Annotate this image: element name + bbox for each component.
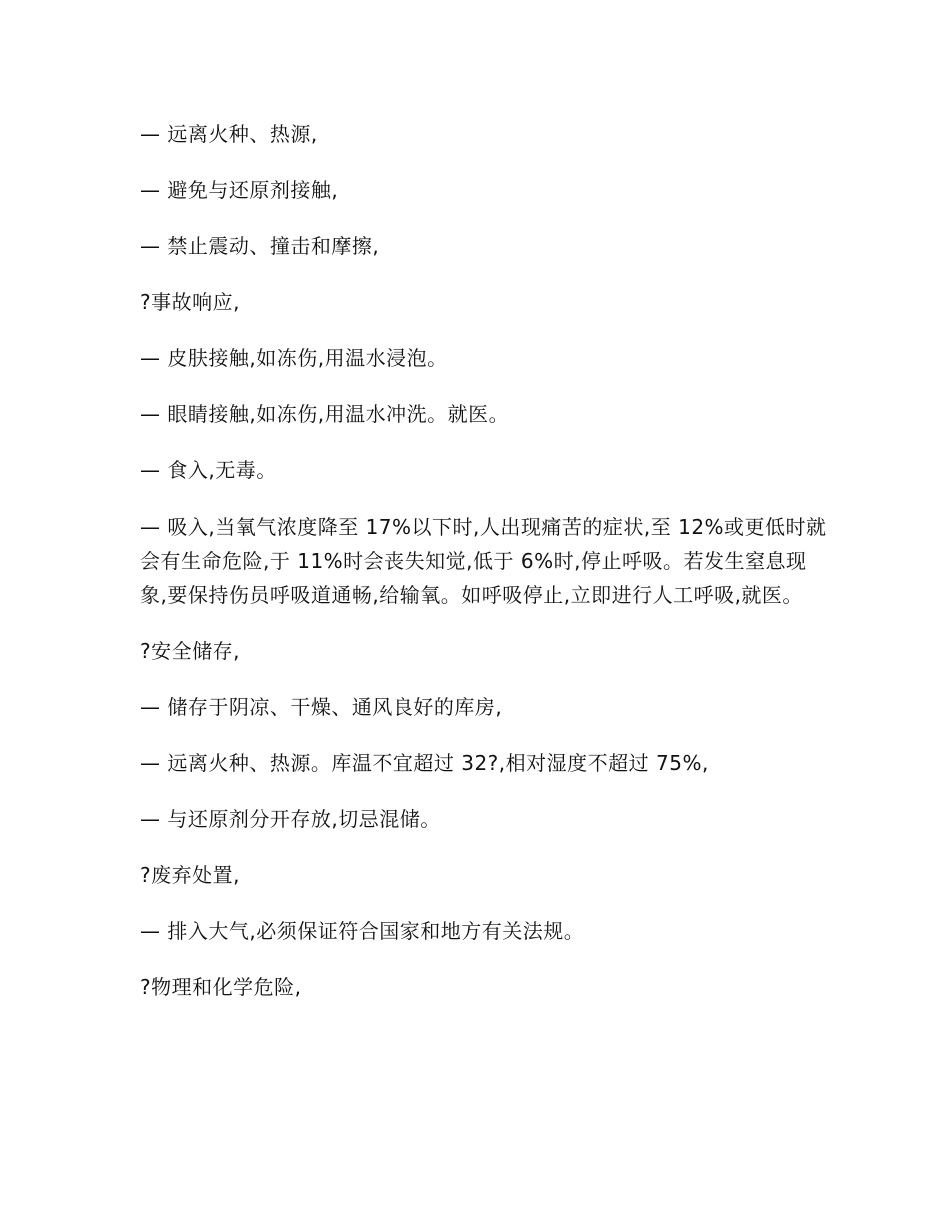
bullet-item: — 远离火种、热源。库温不宜超过 32?,相对湿度不超过 75%, bbox=[140, 751, 709, 775]
bullet-item: — 皮肤接触,如冻伤,用温水浸泡。 bbox=[140, 346, 448, 370]
section-heading: ?物理和化学危险, bbox=[140, 975, 302, 999]
bullet-item: — 食入,无毒。 bbox=[140, 458, 277, 482]
bullet-item: — 避免与还原剂接触, bbox=[140, 178, 339, 202]
bullet-item: — 排入大气,必须保证符合国家和地方有关法规。 bbox=[140, 919, 585, 943]
section-heading: ?安全储存, bbox=[140, 639, 240, 663]
bullet-item: — 禁止震动、撞击和摩擦, bbox=[140, 234, 380, 258]
bullet-item: — 与还原剂分开存放,切忌混储。 bbox=[140, 807, 441, 831]
section-heading: ?事故响应, bbox=[140, 290, 240, 314]
section-heading: ?废弃处置, bbox=[140, 863, 240, 887]
bullet-item: — 远离火种、热源, bbox=[140, 122, 318, 146]
bullet-item: — 储存于阴凉、干燥、通风良好的库房, bbox=[140, 695, 503, 719]
bullet-item: — 眼睛接触,如冻伤,用温水冲洗。就医。 bbox=[140, 402, 510, 426]
bullet-item: — 吸入,当氧气浓度降至 17%以下时,人出现痛苦的症状,至 12%或更低时就会有生命危险,于 11%时会丧失知觉,低于 6%时,停止呼吸。若发生窒息现象,要保持伤员呼吸道通畅,给输氧。如呼吸停止,立即进行人工呼吸,就医。 bbox=[140, 515, 827, 607]
document-body bbox=[140, 118, 830, 1027]
